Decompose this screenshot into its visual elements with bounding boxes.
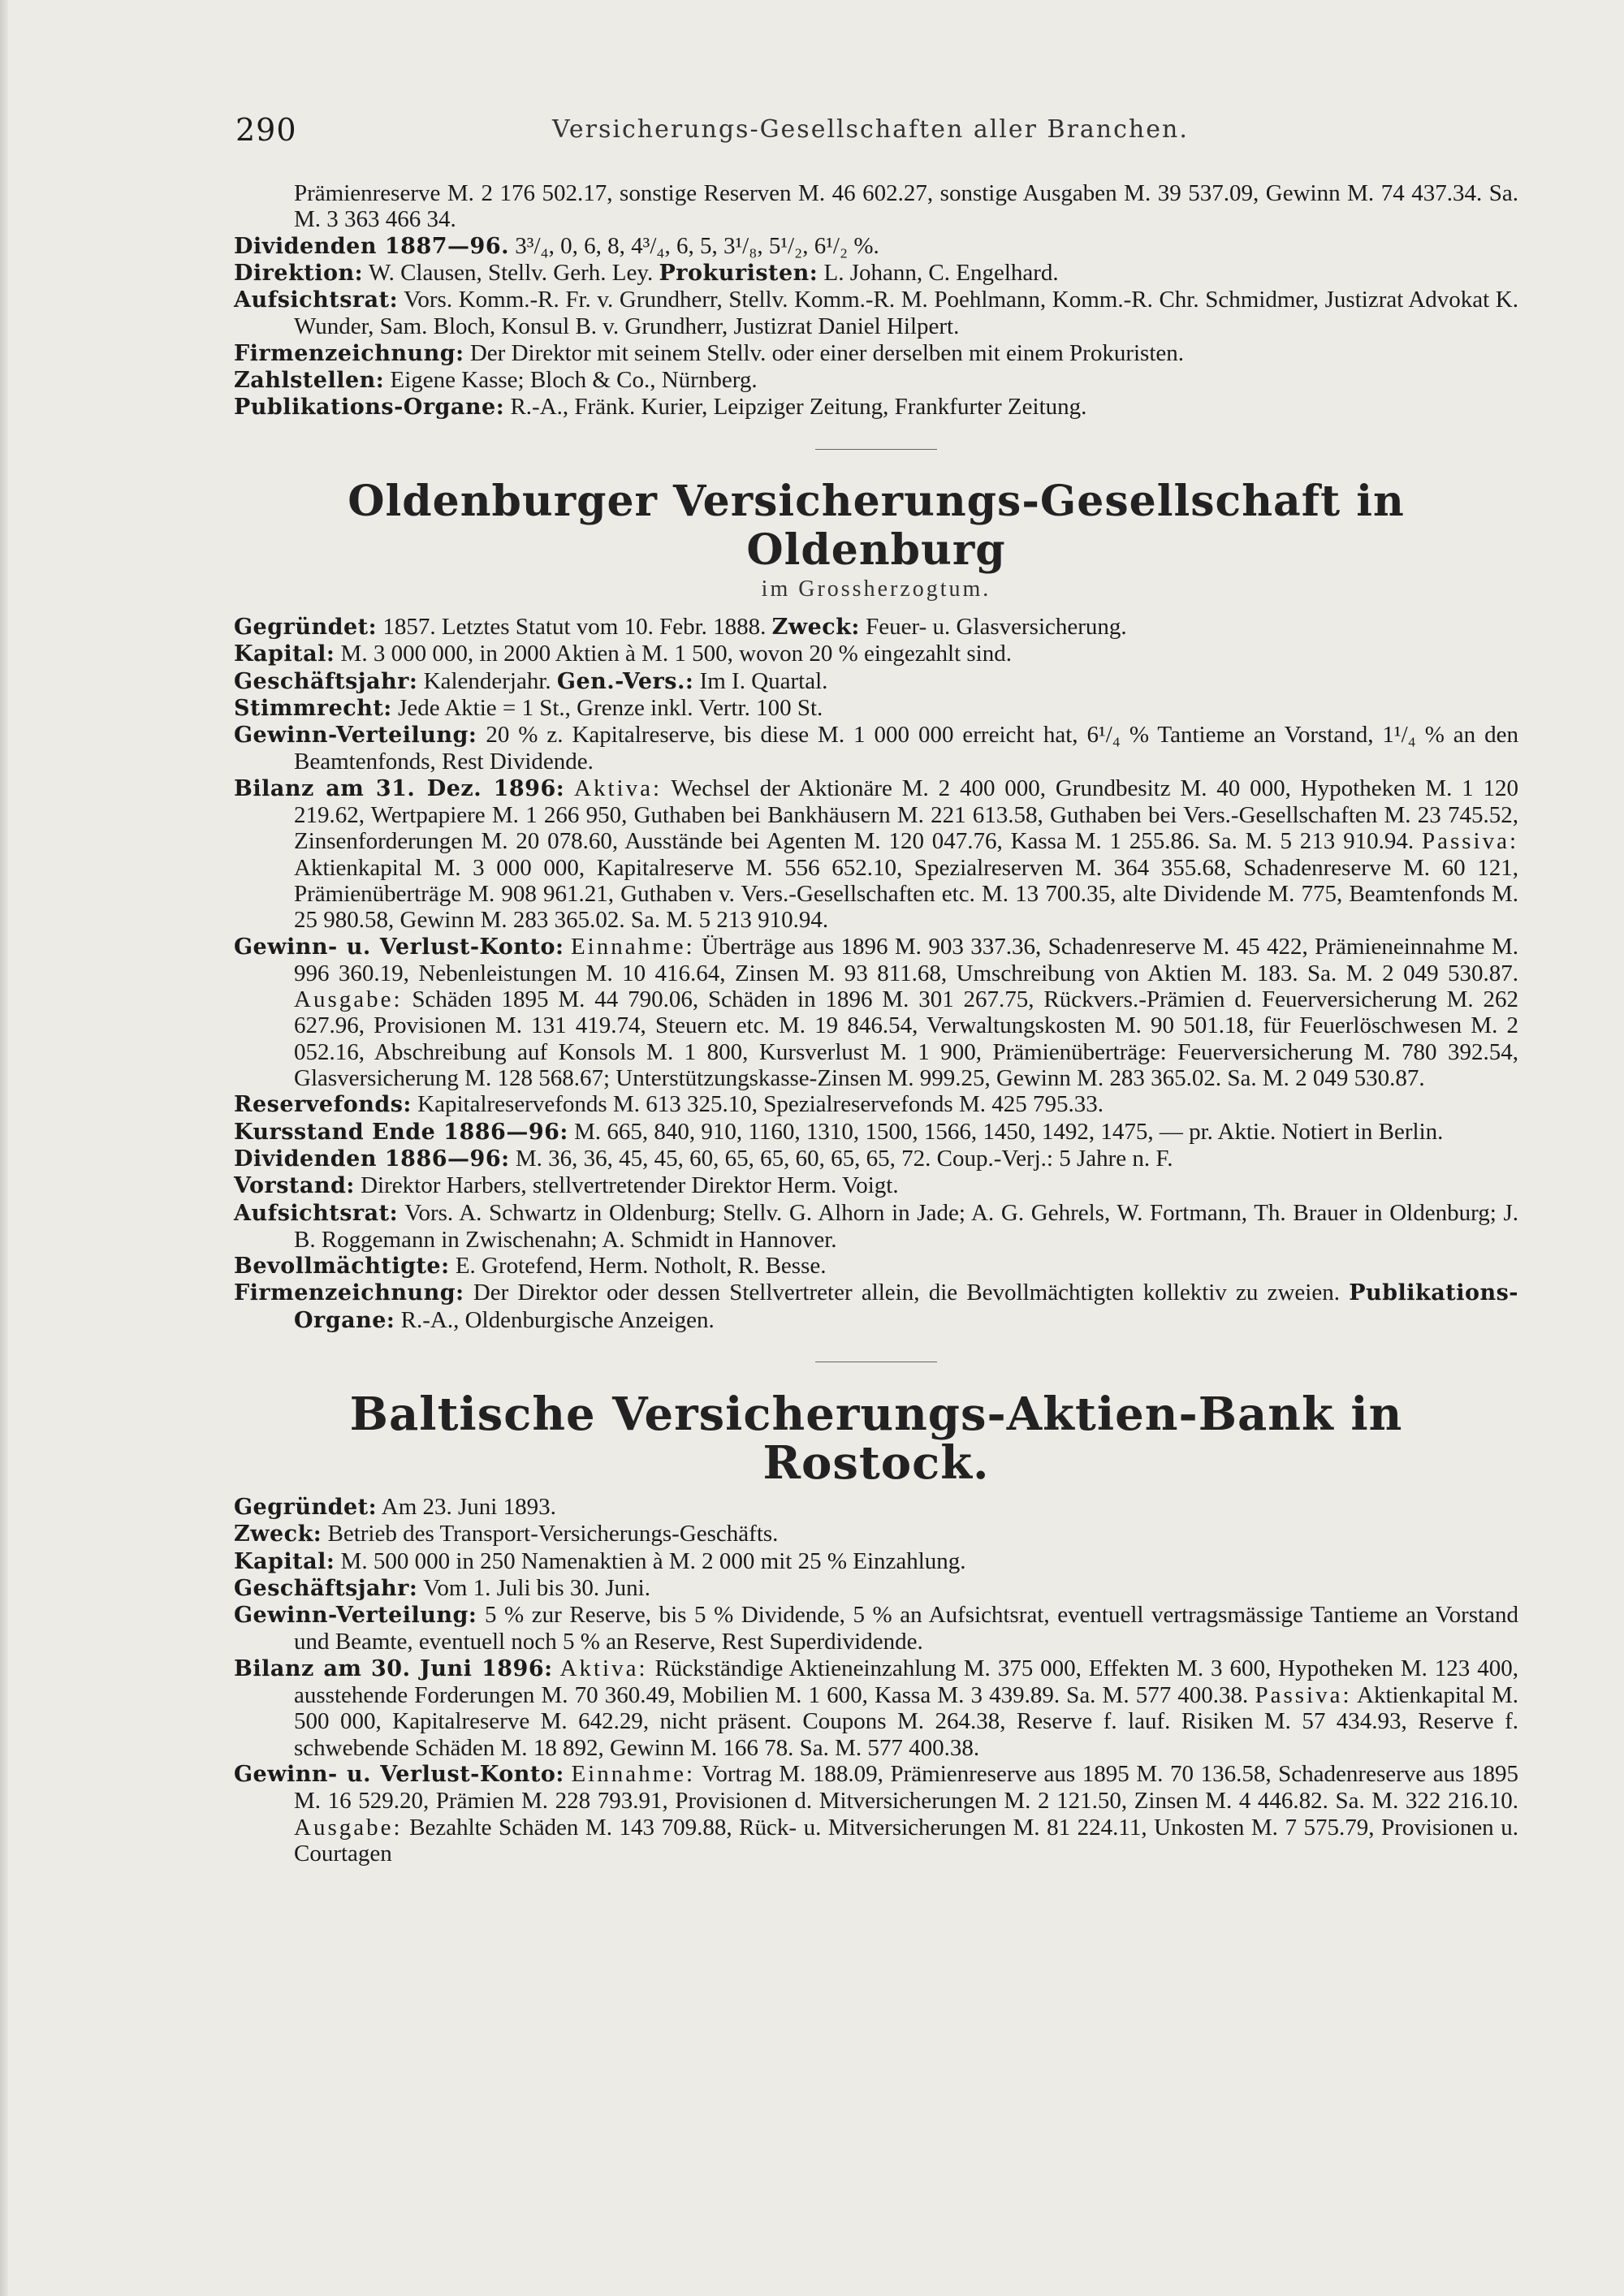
oldenburg-company-section <box>234 477 1518 1334</box>
previous-company-entry: Zahlstellen: Eigene Kasse; Bloch & Co., Nürnberg. <box>234 367 758 394</box>
company-entry: Gegründet: Am 23. Juni 1893. <box>234 1493 556 1520</box>
company-entry: Zweck: Betrieb des Transport-Versicherungs-Geschäfts. <box>234 1521 779 1547</box>
previous-company-entry: Dividenden 1887—96. 3³/₄, 0, 6, 8, 4³/₄, 6, 5, 3¹/₈, 5¹/₂, 6¹/₂ %. <box>234 232 879 259</box>
company-entry: Dividenden 1886—96: M. 36, 36, 45, 45, 60, 65, 65, 60, 65, 65, 72. Coup.-Verj.: 5 Jahre n. F. <box>234 1145 1173 1172</box>
company-entry: Kapital: M. 3 000 000, in 2000 Aktien à M. 1 500, wovon 20 % eingezahlt sind. <box>234 641 1012 667</box>
company-title-oldenburg: Oldenburger Versicherungs-Gesellschaft in Oldenburg <box>348 476 1405 575</box>
previous-company-entry: Publikations-Organe: R.-A., Fränk. Kurier, Leipziger Zeitung, Frankfurter Zeitung. <box>234 394 1087 421</box>
company-title-rostock: Baltische Versicherungs-Aktien-Bank in Rostock. <box>349 1387 1403 1490</box>
running-head <box>235 112 1502 153</box>
page-content <box>234 180 1518 1867</box>
rostock-company-section <box>234 1387 1519 1867</box>
previous-company-entry: Prämienreserve M. 2 176 502.17, sonstige Reserven M. 46 602.27, sonstige Ausgaben M. 39 537.09, Gewinn M. 74 437.34. Sa. M. 3 363 466 34. <box>294 180 1518 233</box>
previous-company-entry: Aufsichtsrat: Vors. Komm.-R. Fr. v. Grundherr, Stellv. Komm.-R. M. Poehlmann, Komm.-R. Chr. Schmidmer, Justizrat Advokat K. Wunder, Sam. Bloch, Konsul B. v. Grundherr, Justizrat Daniel Hilpert. <box>234 287 1518 340</box>
company-entry: Reservefonds: Kapitalreservefonds M. 613 325.10, Spezialreservefonds M. 425 795.33. <box>234 1091 1104 1118</box>
company-entry: Gewinn-Verteilung: 5 % zur Reserve, bis 5 % Dividende, 5 % an Aufsichtsrat, eventuell vertragsmässige Tantieme an Vorstand und Beamte, eventuell noch 5 % an Reserve, Rest Superdividende. <box>234 1602 1518 1655</box>
page-number: 290 <box>235 112 297 148</box>
running-title: Versicherungs-Gesellschaften aller Branchen. <box>552 115 1189 144</box>
company-entry: Aufsichtsrat: Vors. A. Schwartz in Oldenburg; Stellv. G. Alhorn in Jade; A. G. Gehrels, W. Fortmann, Th. Brauer in Oldenburg; J. B. Roggemann in Zwischenahn; A. Schmidt in Hannover. <box>234 1199 1518 1253</box>
company-entry: Gewinn- u. Verlust-Konto: Einnahme: Vortrag M. 188.09, Prämienreserve aus 1895 M. 70 136.58, Schadenreserve aus 1895 M. 16 529.20, Prämien M. 228 793.91, Provisionen d. Mitversicherungen M. 2 121.50, Zinsen M. 4 446.82. Sa. M. 322 216.10. Ausgabe: Bezahlte Schäden M. 143 709.88, Rück- u. Mitversicherungen M. 81 224.11, Unkosten M. 7 575.79, Provisionen u. Courtagen <box>234 1760 1519 1867</box>
company-entry: Bilanz am 31. Dez. 1896: Aktiva: Wechsel der Aktionäre M. 2 400 000, Grundbesitz M. 40 000, Hypotheken M. 1 120 219.62, Wertpapiere M. 1 266 950, Guthaben bei Bankhäusern M. 221 613.58, Guthaben bei Vers.-Gesellschaften M. 23 745.52, Zinsenforderungen M. 20 078.60, Ausstände bei Agenten M. 120 047.76, Kassa M. 1 255.86. Sa. M. 5 213 910.94. Passiva: Aktienkapital M. 3 000 000, Kapitalreserve M. 556 652.10, Spezialreserven M. 364 355.68, Schadenreserve M. 60 121, Prämienüberträge M. 908 961.21, Guthaben v. Vers.-Gesellschaften etc. M. 13 700.35, alte Dividende M. 775, Beamtenfonds M. 25 980.58, Gewinn M. 283 365.02. Sa. M. 5 213 910.94. <box>234 775 1518 934</box>
company-entry: Geschäftsjahr: Kalenderjahr. Gen.-Vers.: Im I. Quartal. <box>234 667 828 694</box>
company-entry: Bilanz am 30. Juni 1896: Aktiva: Rückständige Aktieneinzahlung M. 375 000, Effekten M. 3 600, Hypotheken M. 123 400, ausstehende Forderungen M. 70 360.49, Mobilien M. 1 600, Kassa M. 3 439.89. Sa. M. 577 400.38. Passiva: Aktienkapital M. 500 000, Kapitalreserve M. 642.29, nicht präsent. Coupons M. 264.38, Reserve f. lauf. Risiken M. 57 434.93, Reserve f. schwebende Schäden M. 18 892, Gewinn M. 166 78. Sa. M. 577 400.38. <box>234 1655 1519 1761</box>
company-entry: Kapital: M. 500 000 in 250 Namenaktien à M. 2 000 mit 25 % Einzahlung. <box>234 1547 966 1574</box>
company-entry: Firmenzeichnung: Der Direktor oder dessen Stellvertreter allein, die Bevollmächtigten kollektiv zu zweien. Publikations-Organe: R.-A., Oldenburgische Anzeigen. <box>234 1280 1519 1333</box>
company-entry: Kursstand Ende 1886—96: M. 665, 840, 910, 1160, 1310, 1500, 1566, 1450, 1492, 1475, — pr. Aktie. Notiert in Berlin. <box>234 1118 1444 1145</box>
previous-company-entry: Firmenzeichnung: Der Direktor mit seinem Stellv. oder einer derselben mit einem Prokuristen. <box>234 339 1185 366</box>
previous-company-section <box>234 180 1518 421</box>
company-subtitle-oldenburg: im Grossherzogtum. <box>761 576 991 602</box>
section-divider <box>815 449 937 450</box>
company-entry: Gegründet: 1857. Letztes Statut vom 10. Febr. 1888. Zweck: Feuer- u. Glasversicherung. <box>234 613 1127 640</box>
company-entry: Bevollmächtigte: E. Grotefend, Herm. Notholt, R. Besse. <box>234 1253 827 1280</box>
company-entry: Geschäftsjahr: Vom 1. Juli bis 30. Juni. <box>234 1574 650 1601</box>
company-entry: Gewinn-Verteilung: 20 % z. Kapitalreserve, bis diese M. 1 000 000 erreicht hat, 6¹/₄ % Tantieme an Vorstand, 1¹/₄ % an den Beamtenfonds, Rest Dividende. <box>234 722 1518 775</box>
company-entry: Stimmrecht: Jede Aktie = 1 St., Grenze inkl. Vertr. 100 St. <box>234 694 823 721</box>
company-entry: Gewinn- u. Verlust-Konto: Einnahme: Überträge aus 1896 M. 903 337.36, Schadenreserve M. 45 422, Prämieneinnahme M. 996 360.19, Nebenleistungen M. 10 416.64, Zinsen M. 93 811.68, Umschreibung von Aktien M. 183. Sa. M. 2 049 530.87. Ausgabe: Schäden 1895 M. 44 790.06, Schäden in 1896 M. 301 267.75, Rückvers.-Prämien d. Feuerversicherung M. 262 627.96, Provisionen M. 131 419.74, Steuern etc. M. 19 846.54, Verwaltungskosten M. 90 501.18, für Feuerlöschwesen M. 2 052.16, Abschreibung auf Konsols M. 1 800, Kursverlust M. 1 900, Prämienüberträge: Feuerversicherung M. 780 392.54, Glasversicherung M. 128 568.67; Unterstützungskasse-Zinsen M. 999.25, Gewinn M. 283 365.02. Sa. M. 2 049 530.87. <box>234 933 1519 1092</box>
company-entry: Vorstand: Direktor Harbers, stellvertretender Direktor Herm. Voigt. <box>234 1172 899 1199</box>
previous-company-entry: Direktion: W. Clausen, Stellv. Gerh. Ley. Prokuristen: L. Johann, C. Engelhard. <box>234 259 1059 286</box>
